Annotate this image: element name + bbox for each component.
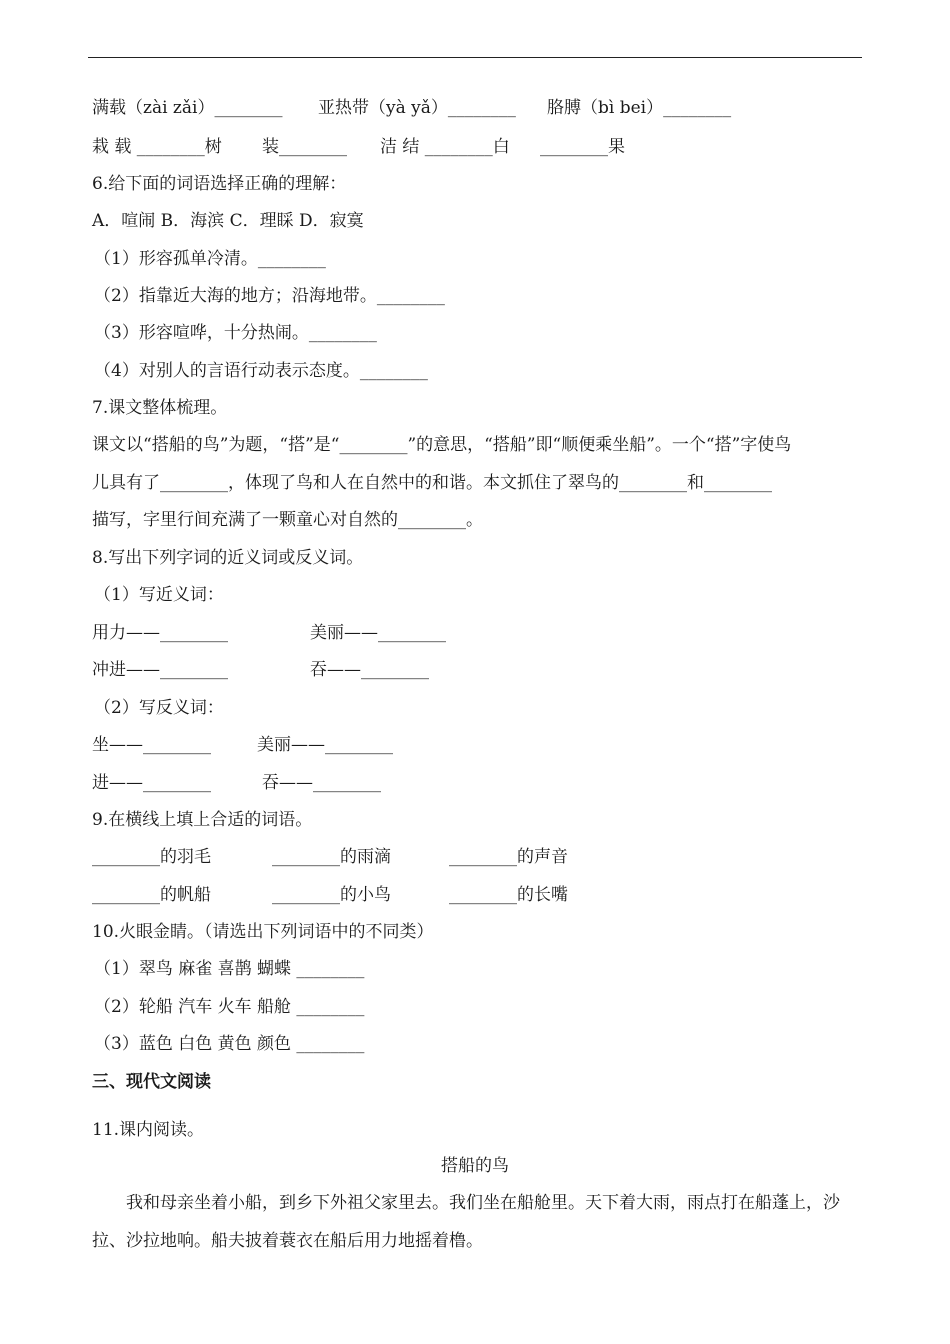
q8-ant-jin: 进——________ [92,773,211,793]
q8-title: 8.写出下列字词的近义词或反义词。 [92,548,364,568]
q8-ant-zuo: 坐——________ [92,735,211,755]
q8-syn-yongli: 用力——________ [92,623,228,643]
q10-item-3: （3）蓝色 白色 黄色 颜色 ________ [94,1034,365,1054]
q8-syn-tun: 吞——________ [310,660,429,680]
q8-syn-chongjin: 冲进——________ [92,660,228,680]
passage-paragraph: 我和母亲坐着小船，到乡下外祖父家里去。我们坐在船舱里。天下着大雨，雨点打在船蓬上，沙拉、沙拉地响。船夫披着蓑衣在船后用力地摇着橹。 [92,1193,840,1251]
q10-item-2: （2）轮船 汽车 火车 船舱 ________ [94,997,365,1017]
q9-blank-yudi: ________的雨滴 [272,847,391,867]
q11-title: 11.课内阅读。 [92,1120,205,1140]
q9-blank-changzui: ________的长嘴 [449,885,568,905]
q7-line-2: 儿具有了________，体现了鸟和人在自然中的和谐。本文抓住了翠鸟的________和________ [92,473,772,493]
q9-title: 9.在横线上填上合适的词语。 [92,810,313,830]
q10-item-1: （1）翠鸟 麻雀 喜鹊 蝴蝶 ________ [94,959,365,979]
q7-title: 7.课文整体梳理。 [92,398,228,418]
q6-item-4: （4）对别人的言语行动表示态度。________ [94,361,428,381]
q5-item-zai: 栽 载 ________树 [92,137,222,157]
q5-item-guo: ________果 [540,137,625,157]
q9-blank-shengyin: ________的声音 [449,847,568,867]
q5-item-manzai: 满载（zài zǎi）________ [92,98,283,118]
q6-item-1: （1）形容孤单冷清。________ [94,249,326,269]
passage-title: 搭船的鸟 [441,1156,509,1176]
q8-syn-title: （1）写近义词： [94,585,224,605]
q10-title: 10.火眼金睛。（请选出下列词语中的不同类） [92,922,434,942]
q7-line-1: 课文以“搭船的鸟”为题，“搭”是“________”的意思，“搭船”即“顺便乘坐船”。一个“搭”字使鸟 [92,435,792,455]
section-3-heading: 三、现代文阅读 [92,1072,211,1092]
q5-item-jie: 洁 结 ________白 [380,137,510,157]
q8-ant-meili: 美丽——________ [257,735,393,755]
header-rule [88,57,862,58]
q9-blank-fanchuan: ________的帆船 [92,885,211,905]
q8-ant-title: （2）写反义词： [94,698,224,718]
q5-item-zhuang: 装________ [262,137,347,157]
q7-line-3: 描写，字里行间充满了一颗童心对自然的________。 [92,510,483,530]
q9-blank-yumao: ________的羽毛 [92,847,211,867]
q8-syn-meili: 美丽——________ [310,623,446,643]
q5-item-yaredai: 亚热带（yà yǎ）________ [318,98,516,118]
q8-ant-tun: 吞——________ [262,773,381,793]
q6-item-2: （2）指靠近大海的地方；沿海地带。________ [94,286,445,306]
q9-blank-xiaoniao: ________的小鸟 [272,885,391,905]
q5-item-gebo: 胳膊（bì bei）________ [547,98,732,118]
q6-title: 6.给下面的词语选择正确的理解： [92,174,347,194]
q6-item-3: （3）形容喧哗，十分热闹。________ [94,323,377,343]
q6-options: A．喧闹 B．海滨 C．理睬 D．寂寞 [92,211,364,231]
